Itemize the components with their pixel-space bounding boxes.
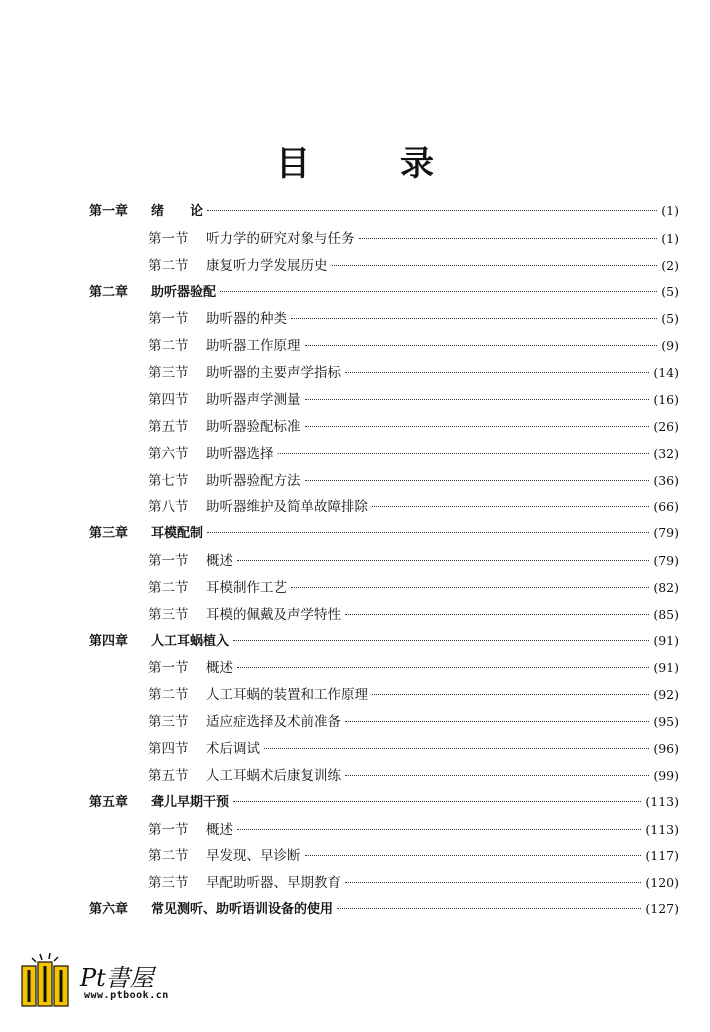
page-number: (9) xyxy=(661,338,679,354)
page-number: (79) xyxy=(653,553,679,569)
dot-leader xyxy=(337,907,641,909)
toc-section-row[interactable] xyxy=(148,415,679,435)
page-number: (2) xyxy=(661,257,679,273)
section-number: 第三节 xyxy=(148,365,189,382)
toc-section-row[interactable] xyxy=(148,388,679,408)
page-number: (120) xyxy=(645,875,679,891)
section-number: 第一节 xyxy=(148,553,189,570)
section-number: 第一节 xyxy=(148,230,189,247)
section-title: 耳模制作工艺 xyxy=(206,579,287,596)
section-title: 早配助听器、早期教育 xyxy=(206,875,341,892)
dot-leader xyxy=(345,371,649,373)
section-number: 第二节 xyxy=(148,848,189,865)
dot-leader xyxy=(237,666,649,668)
section-title: 助听器工作原理 xyxy=(206,338,301,355)
section-title: 助听器选择 xyxy=(206,445,274,462)
page-number: (79) xyxy=(653,525,679,541)
dot-leader xyxy=(237,828,641,830)
dot-leader xyxy=(291,317,657,319)
chapter-number: 第五章 xyxy=(89,794,129,810)
page-number: (113) xyxy=(645,793,679,809)
section-title: 早发现、早诊断 xyxy=(206,848,301,865)
page-number: (5) xyxy=(661,311,679,327)
page-number: (32) xyxy=(653,445,679,461)
toc-section-row[interactable] xyxy=(148,818,679,838)
toc-section-row[interactable] xyxy=(148,737,679,757)
page-number: (1) xyxy=(661,230,679,246)
section-number: 第一节 xyxy=(148,821,189,838)
toc-section-row[interactable] xyxy=(148,442,679,462)
toc-section-row[interactable] xyxy=(148,844,679,864)
page-number: (26) xyxy=(653,418,679,434)
toc-chapter-row[interactable] xyxy=(89,522,679,542)
section-title: 助听器的种类 xyxy=(206,311,287,328)
section-title: 助听器声学测量 xyxy=(206,391,301,408)
dot-leader xyxy=(345,774,649,776)
toc-section-row[interactable] xyxy=(148,227,679,247)
dot-leader xyxy=(345,881,641,883)
dot-leader xyxy=(207,531,649,533)
logo-text: Pt書屋 xyxy=(80,964,154,992)
page-number: (91) xyxy=(653,660,679,676)
toc-section-row[interactable] xyxy=(148,254,679,274)
toc-section-row[interactable] xyxy=(148,871,679,891)
toc-section-row[interactable] xyxy=(148,495,679,515)
toc-chapter-row[interactable] xyxy=(89,898,679,918)
chapter-title: 耳模配制 xyxy=(151,526,204,542)
page-number: (95) xyxy=(653,714,679,730)
dot-leader xyxy=(278,452,650,454)
page-number: (117) xyxy=(645,848,679,864)
page-number: (82) xyxy=(653,579,679,595)
section-title: 人工耳蜗术后康复训练 xyxy=(206,767,341,784)
dot-leader xyxy=(237,559,649,561)
section-title: 术后调试 xyxy=(206,741,260,757)
section-title: 耳模的佩戴及声学特性 xyxy=(206,606,341,623)
page-number: (99) xyxy=(653,767,679,783)
section-number: 第二节 xyxy=(148,687,189,704)
section-number: 第一节 xyxy=(148,311,189,328)
dot-leader xyxy=(305,344,658,346)
page-number: (5) xyxy=(661,283,679,299)
chapter-number: 第二章 xyxy=(89,284,129,300)
section-number: 第三节 xyxy=(148,606,189,623)
toc-section-row[interactable] xyxy=(148,469,679,489)
page-number: (16) xyxy=(653,391,679,407)
dot-leader xyxy=(372,505,649,507)
section-number: 第五节 xyxy=(148,418,189,435)
dot-leader xyxy=(233,800,641,802)
section-number: 第二节 xyxy=(148,579,189,596)
watermark-logo xyxy=(20,952,200,1012)
chapter-number: 第一章 xyxy=(89,204,129,219)
section-title: 概述 xyxy=(206,821,233,838)
toc-chapter-row[interactable] xyxy=(89,281,679,301)
dot-leader xyxy=(372,693,649,695)
dot-leader xyxy=(305,854,642,856)
section-title: 助听器验配标准 xyxy=(206,418,301,435)
toc-section-row[interactable] xyxy=(148,307,679,327)
books-logo-icon xyxy=(20,952,72,1008)
chapter-title: 人工耳蜗植入 xyxy=(151,633,230,649)
toc-section-row[interactable] xyxy=(148,334,679,354)
dot-leader xyxy=(305,398,650,400)
page-number: (36) xyxy=(653,472,679,488)
chapter-title: 绪 论 xyxy=(151,204,204,219)
section-number: 第八节 xyxy=(148,499,189,516)
dot-leader xyxy=(305,425,650,427)
toc-section-row[interactable] xyxy=(148,603,679,623)
section-number: 第一节 xyxy=(148,660,189,677)
toc-chapter-row[interactable] xyxy=(89,791,679,811)
toc-chapter-row[interactable] xyxy=(89,200,679,220)
section-number: 第二节 xyxy=(148,338,189,355)
section-number: 第五节 xyxy=(148,767,189,784)
dot-leader xyxy=(345,720,649,722)
toc-section-row[interactable] xyxy=(148,576,679,596)
section-title: 助听器的主要声学指标 xyxy=(206,365,341,382)
section-title: 概述 xyxy=(206,660,233,677)
dot-leader xyxy=(332,264,658,266)
page-number: (91) xyxy=(653,632,679,648)
toc-section-row[interactable] xyxy=(148,683,679,703)
chapter-number: 第四章 xyxy=(89,633,129,649)
chapter-title: 常见测听、助听语训设备的使用 xyxy=(151,902,334,918)
dot-leader xyxy=(207,209,657,211)
logo-url: www.ptbook.cn xyxy=(84,990,169,1001)
page-number: (66) xyxy=(653,499,679,515)
section-number: 第二节 xyxy=(148,257,189,274)
page-number: (1) xyxy=(661,203,679,218)
dot-leader xyxy=(220,290,657,292)
chapter-title: 聋儿早期干预 xyxy=(151,794,230,810)
section-title: 康复听力学发展历史 xyxy=(206,257,328,274)
chapter-number: 第三章 xyxy=(89,526,129,542)
section-title: 助听器维护及简单故障排除 xyxy=(206,499,368,516)
section-number: 第六节 xyxy=(148,445,189,462)
page-number: (92) xyxy=(653,687,679,703)
chapter-number: 第六章 xyxy=(89,902,129,918)
dot-leader xyxy=(291,586,649,588)
toc-chapter-row[interactable] xyxy=(89,630,679,650)
dot-leader xyxy=(305,479,650,481)
dot-leader xyxy=(345,613,649,615)
section-title: 人工耳蜗的装置和工作原理 xyxy=(206,687,368,704)
dot-leader xyxy=(264,747,649,749)
toc-section-row[interactable] xyxy=(148,710,679,730)
section-title: 助听器验配方法 xyxy=(206,472,301,489)
toc-section-row[interactable] xyxy=(148,764,679,784)
page-number: (85) xyxy=(653,606,679,622)
section-number: 第三节 xyxy=(148,714,189,731)
section-title: 适应症选择及术前准备 xyxy=(206,714,341,731)
toc-section-row[interactable] xyxy=(148,656,679,676)
section-number: 第四节 xyxy=(148,391,189,408)
toc-section-row[interactable] xyxy=(148,361,679,381)
section-title: 概述 xyxy=(206,553,233,570)
toc-section-row[interactable] xyxy=(148,549,679,569)
dot-leader xyxy=(233,639,649,641)
section-title: 听力学的研究对象与任务 xyxy=(206,230,355,247)
page-title: 目 录 xyxy=(276,144,462,184)
section-number: 第三节 xyxy=(148,875,189,892)
dot-leader xyxy=(359,237,658,239)
section-number: 第四节 xyxy=(148,741,189,757)
page-number: (113) xyxy=(645,821,679,837)
chapter-title: 助听器验配 xyxy=(151,284,217,300)
page-number: (96) xyxy=(653,741,679,756)
section-number: 第七节 xyxy=(148,472,189,489)
page-number: (14) xyxy=(653,365,679,381)
page-number: (127) xyxy=(645,901,679,917)
